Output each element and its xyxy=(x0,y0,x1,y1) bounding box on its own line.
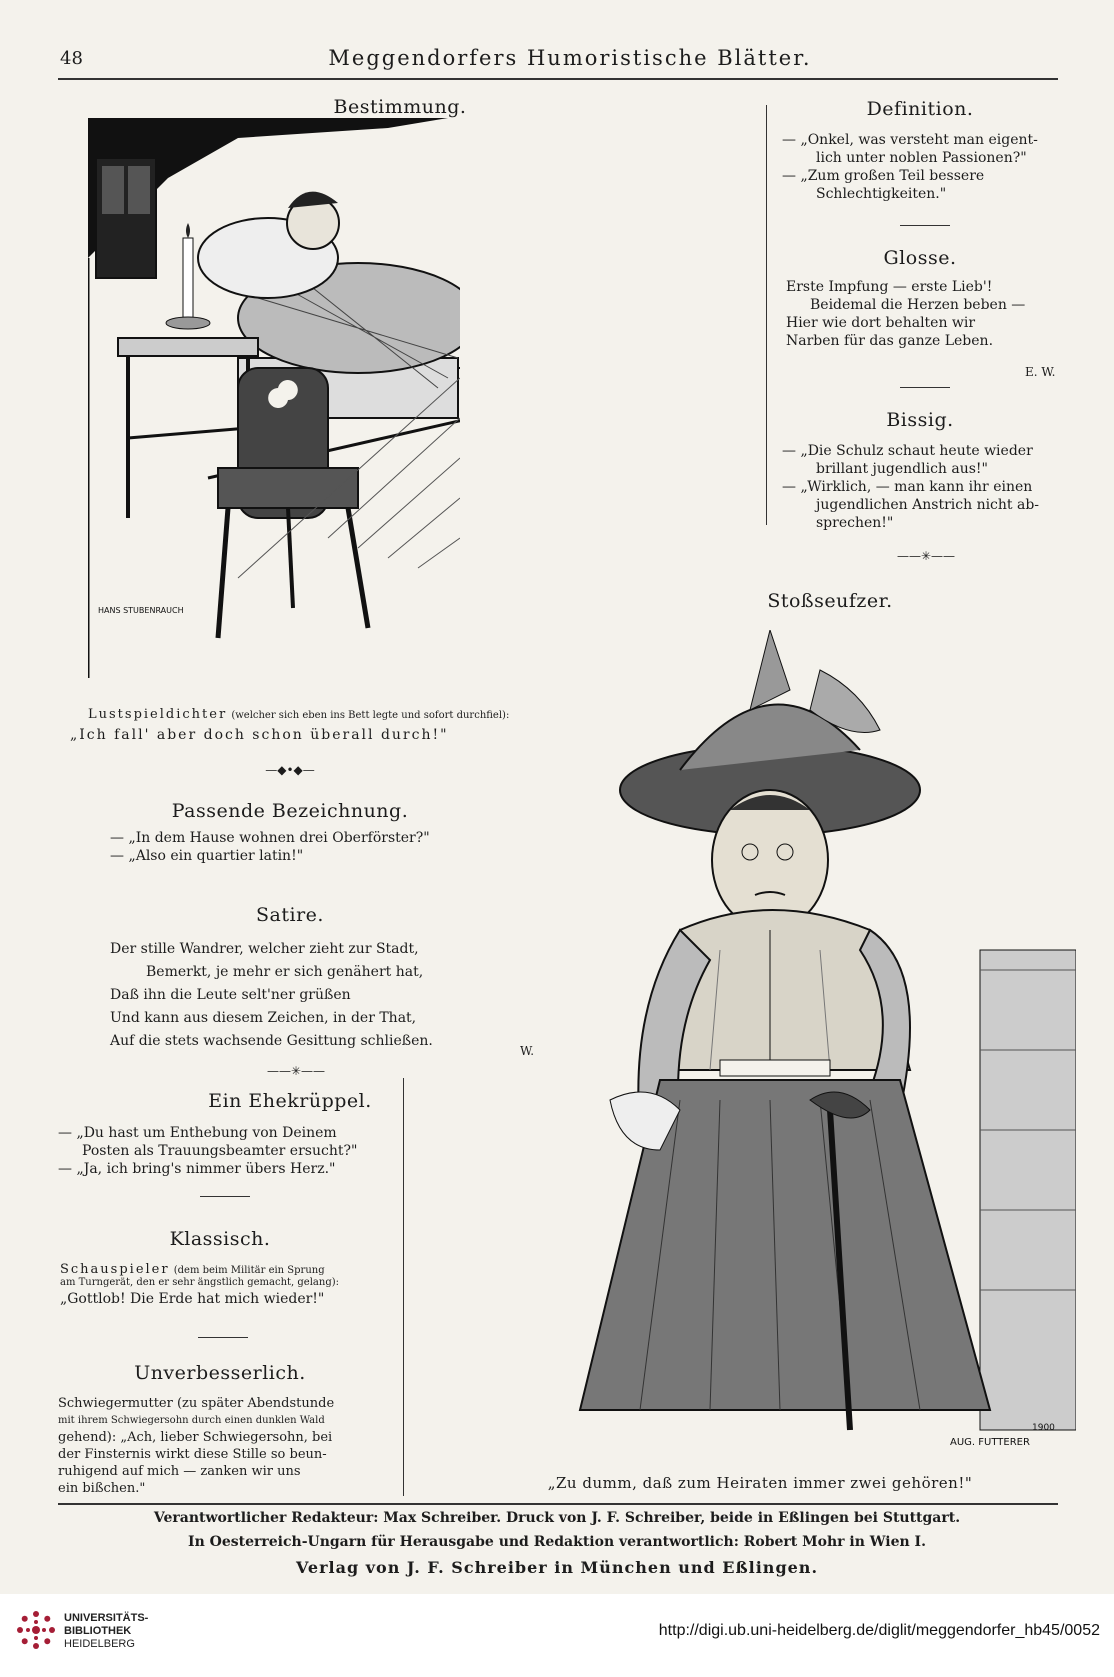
divider xyxy=(200,1196,250,1197)
glosse-author: E. W. xyxy=(1025,365,1056,379)
imprint-line-3: Verlag von J. F. Schreiber in München und Eßlingen. xyxy=(295,1558,819,1577)
definition-text xyxy=(782,131,1074,203)
satire-line: Bemerkt, je mehr er sich genähert hat, xyxy=(146,964,424,980)
passende-line: — „In dem Hause wohnen drei Oberförster?" xyxy=(110,830,430,846)
column-divider-bottom xyxy=(403,1078,404,1496)
unverbesserlich-text xyxy=(58,1395,398,1497)
ehekrueppel-text xyxy=(58,1124,398,1178)
column-divider-top xyxy=(766,105,767,525)
bissig-line: — „Wirklich, — man kann ihr einen xyxy=(782,479,1033,495)
library-name xyxy=(64,1612,148,1651)
unverbesserlich-line: ruhigend auf mich — zanken wir uns xyxy=(58,1464,301,1479)
klassisch-lead: Schauspieler xyxy=(60,1262,170,1277)
stosseufzer-caption: „Zu dumm, daß zum Heiraten immer zwei gehören!" xyxy=(547,1474,973,1492)
definition-line: lich unter noblen Passionen?" xyxy=(816,150,1027,166)
satire-line: Und kann aus diesem Zeichen, in der That, xyxy=(110,1010,417,1026)
ehekrueppel-line: — „Du hast um Enthebung von Deinem xyxy=(58,1125,337,1141)
imprint-line-1: Verantwortlicher Redakteur: Max Schreiber. Druck von J. F. Schreiber, beide in Eßlingen bei Stuttgart. xyxy=(153,1510,961,1526)
source-url-link[interactable]: http://digi.ub.uni-heidelberg.de/diglit/meggendorfer_hb45/0052 xyxy=(658,1622,1100,1639)
library-name-line: BIBLIOTHEK xyxy=(64,1625,132,1637)
passende-line: — „Also ein quartier latin!" xyxy=(110,848,304,864)
klassisch-quote: „Gottlob! Die Erde hat mich wieder!" xyxy=(60,1291,325,1307)
passende-text xyxy=(110,829,510,865)
unverbesserlich-line: Schwiegermutter (zu später Abendstunde xyxy=(58,1396,335,1411)
woman-illustration xyxy=(520,630,1076,1458)
satire-line: Der stille Wandrer, welcher zieht zur Stadt, xyxy=(110,941,419,957)
glosse-line: Beidemal die Herzen beben — xyxy=(810,297,1026,313)
star-divider: ——✳—— xyxy=(896,549,956,563)
page-number: 48 xyxy=(60,48,83,69)
glosse-line: Hier wie dort behalten wir xyxy=(786,315,976,331)
bestimmung-caption-line2: „Ich fall' aber doch schon überall durch!" xyxy=(70,727,449,743)
unverbesserlich-line: mit ihrem Schwiegersohn durch einen dunklen Wald xyxy=(58,1415,325,1426)
bestimmung-caption-lead: Lustspieldichter xyxy=(88,707,228,722)
bestimmung-caption-rest: (welcher sich eben ins Bett legte und sofort durchfiel): xyxy=(231,710,510,721)
imprint-line-2: In Oesterreich-Ungarn für Herausgabe und Redaktion verantwortlich: Robert Mohr in Wien I. xyxy=(188,1534,926,1550)
library-logo-icon xyxy=(12,1606,60,1654)
satire-title: Satire. xyxy=(256,904,324,926)
ehekrueppel-title: Ein Ehekrüppel. xyxy=(208,1090,372,1112)
running-title: Meggendorfers Humoristische Blätter. xyxy=(328,46,812,70)
bed-cartoon-illustration xyxy=(88,118,460,678)
satire-line: Daß ihn die Leute selt'ner grüßen xyxy=(110,987,351,1003)
divider xyxy=(900,225,950,226)
bissig-text xyxy=(782,442,1077,532)
klassisch-rest1: (dem beim Militär ein Sprung xyxy=(173,1265,325,1276)
glosse-title: Glosse. xyxy=(883,247,957,269)
klassisch-line xyxy=(60,1262,400,1277)
bissig-line: sprechen!" xyxy=(816,515,894,531)
ehekrueppel-line: Posten als Trauungsbeamter ersucht?" xyxy=(82,1143,358,1159)
passende-title: Passende Bezeichnung. xyxy=(171,800,409,822)
header-rule xyxy=(58,78,1058,80)
glosse-line: Narben für das ganze Leben. xyxy=(786,333,994,349)
unverbesserlich-line: ein bißchen." xyxy=(58,1481,146,1496)
bestimmung-caption-line1 xyxy=(88,707,548,722)
glosse-line: Erste Impfung — erste Lieb'! xyxy=(786,279,993,295)
bissig-line: brillant jugendlich aus!" xyxy=(816,461,988,477)
definition-line: — „Onkel, was versteht man eigent- xyxy=(782,132,1038,148)
library-name-line: UNIVERSITÄTS- xyxy=(64,1612,149,1624)
library-footer xyxy=(0,1594,1114,1677)
ehekrueppel-line: — „Ja, ich bring's nimmer übers Herz." xyxy=(58,1161,336,1177)
unverbesserlich-title: Unverbesserlich. xyxy=(134,1362,306,1384)
unverbesserlich-line: gehend): „Ach, lieber Schwiegersohn, bei xyxy=(58,1430,333,1445)
bissig-title: Bissig. xyxy=(886,409,954,431)
satire-text xyxy=(110,938,530,1053)
divider xyxy=(198,1337,248,1338)
satire-line: Auf die stets wachsende Gesittung schließen. xyxy=(110,1033,433,1049)
glosse-text xyxy=(786,278,1076,350)
bissig-line: jugendlichen Anstrich nicht ab- xyxy=(816,497,1040,513)
stosseufzer-signature: AUG. FUTTERER xyxy=(950,1437,1030,1448)
bissig-line: — „Die Schulz schaut heute wieder xyxy=(782,443,1033,459)
stosseufzer-title: Stoßseufzer. xyxy=(767,590,893,612)
divider xyxy=(900,387,950,388)
library-name-line: HEIDELBERG xyxy=(64,1638,135,1650)
klassisch-title: Klassisch. xyxy=(169,1228,271,1250)
klassisch-text xyxy=(60,1262,400,1307)
stosseufzer-year: 1900 xyxy=(1032,1423,1055,1433)
unverbesserlich-line: der Finsternis wirkt diese Stille so beun- xyxy=(58,1447,327,1462)
definition-line: — „Zum großen Teil bessere xyxy=(782,168,985,184)
imprint-rule xyxy=(58,1503,1058,1505)
satire-author: W. xyxy=(520,1044,535,1058)
bestimmung-title: Bestimmung. xyxy=(333,96,467,118)
klassisch-rest2: am Turngerät, den er sehr ängstlich gemacht, gelang): xyxy=(60,1277,339,1288)
star-divider: ——✳—— xyxy=(266,1064,326,1078)
ornament-divider: —◆•◆— xyxy=(265,763,315,777)
definition-line: Schlechtigkeiten." xyxy=(816,186,947,202)
bestimmung-signature: HANS STUBENRAUCH xyxy=(98,606,184,615)
definition-title: Definition. xyxy=(866,98,974,120)
